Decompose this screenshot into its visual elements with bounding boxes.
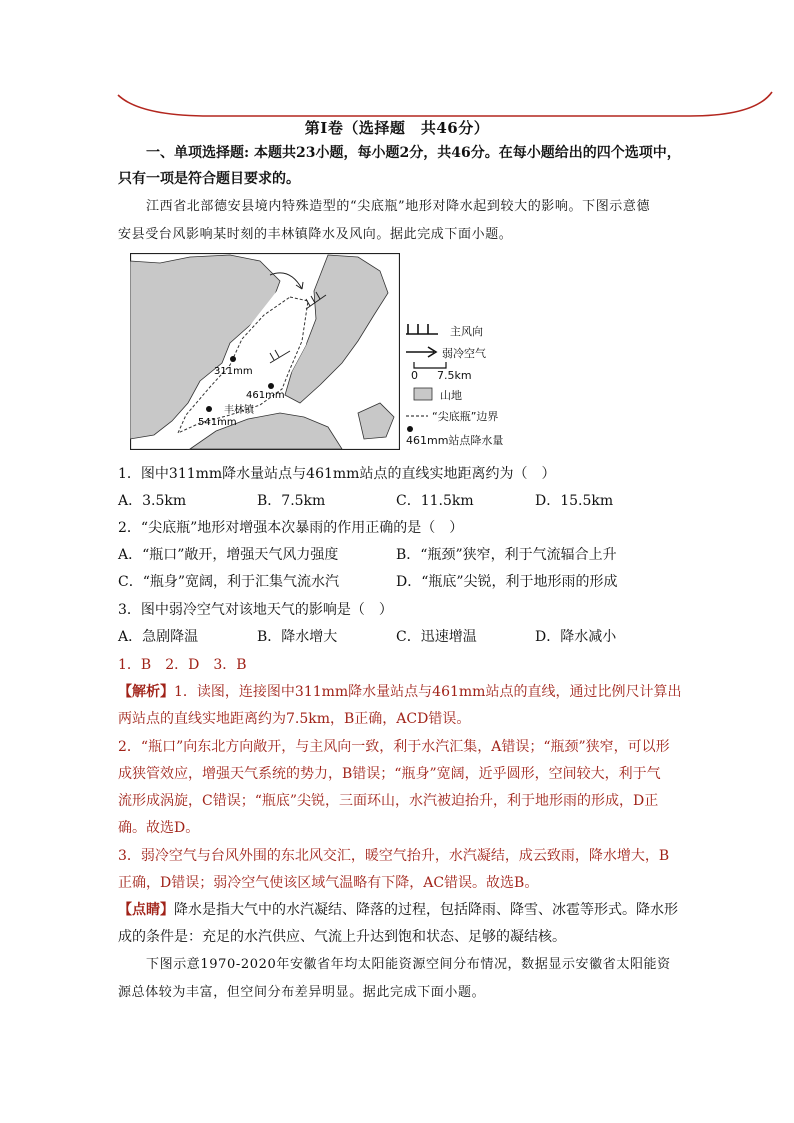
q1-option-b: B．7.5km [257,493,326,509]
station-541 [206,406,212,412]
analysis-line-1 [118,682,681,702]
cold-air-arrow-icon [406,347,436,357]
q3-option-b: B．降水增大 [257,629,338,645]
mountain-swatch-icon [414,388,432,400]
q2-option-d: D．“瓶底”尖锐，利于地形雨的形成 [396,574,618,590]
analysis-line-4: 成狭管效应，增强天气系统的势力，B错误；“瓶身”宽阔，近乎圆形，空间较大，利于气 [118,766,661,782]
question-2-stem: 2．“尖底瓶”地形对增强本次暴雨的作用正确的是（ ） [118,520,464,536]
map-legend [404,318,544,448]
station-461 [268,383,274,389]
keypoint-line-1 [118,900,678,920]
legend-boundary: “尖底瓶”边界 [432,410,499,423]
keypoint-line-2: 成的条件是：充足的水汽供应、气流上升达到饱和状态、足够的凝结核。 [118,929,566,945]
legend-scale-start: 0 [411,369,418,382]
q3-option-d: D．降水减小 [535,629,617,645]
label-town: 丰林镇 [224,405,254,416]
legend-main-wind: 主风向 [450,325,483,338]
section-title: 第Ⅰ卷（选择题 共46分） [304,119,490,137]
legend-station: 461mm站点降水量 [406,434,504,447]
analysis-line-7: 3．弱冷空气与台风外围的东北风交汇，暖空气抬升，水汽凝结，成云致雨，降水增大，B [118,848,670,864]
keypoint-tag: 【点睛】 [118,902,174,918]
analysis-line-5: 流形成涡旋，C错误；“瓶底”尖锐，三面环山，水汽被迫抬升，利于地形雨的形成，D正 [118,793,659,809]
passage1-line-1: 江西省北部德安县境内特殊造型的“尖底瓶”地形对降水起到较大的影响。下图示意德 [146,199,651,214]
answer-key: 1．B 2．D 3．B [118,657,247,673]
legend-mountain: 山地 [440,389,462,402]
q1-option-d: D．15.5km [535,493,614,509]
q3-option-a: A．急剧降温 [118,629,199,645]
passage2-line-1: 下图示意1970-2020年安徽省年均太阳能资源空间分布情况，数据显示安徽省太阳能资 [146,957,671,972]
question-1-stem: 1．图中311mm降水量站点与461mm站点的直线实地距离约为（ ） [118,466,556,482]
analysis-line-2: 两站点的直线实地距离约为7.5km，B正确，ACD错误。 [118,711,471,727]
keypoint-text-1: 降水是指大气中的水汽凝结、降落的过程，包括降雨、降雪、冰雹等形式。降水形 [174,902,678,918]
question-3-stem: 3．图中弱冷空气对该地天气的影响是（ ） [118,602,393,618]
legend-scale-end: 7.5km [437,369,472,382]
label-311: 311mm [214,366,253,377]
q2-option-b: B．“瓶颈”狭窄，利于气流辐合上升 [396,547,617,563]
analysis-line-8: 正确，D错误；弱冷空气使该区域气温略有下降，AC错误。故选B。 [118,875,539,891]
header-decoration [0,0,794,130]
analysis-line-3: 2．“瓶口”向东北方向敞开，与主风向一致，利于水汽汇集，A错误；“瓶颈”狭窄，可以形 [118,739,670,755]
analysis-text-1: 1．读图，连接图中311mm降水量站点与461mm站点的直线，通过比例尺计算出 [174,684,682,700]
scale-bar [414,362,446,368]
instruction-line-2: 只有一项是符合题目要求的。 [118,171,300,187]
q1-option-c: C．11.5km [396,493,474,509]
q3-option-c: C．迅速增温 [396,629,477,645]
passage2-line-2: 源总体较为丰富，但空间分布差异明显。据此完成下面小题。 [118,985,486,1000]
rainfall-map [130,253,400,450]
legend-cold-air: 弱冷空气 [442,347,486,360]
main-wind-symbol-icon [406,324,438,334]
label-541: 541mm [198,417,237,428]
analysis-tag: 【解析】 [118,684,174,700]
q2-option-c: C．“瓶身”宽阔，利于汇集气流水汽 [118,574,340,590]
label-461: 461mm [246,390,285,401]
analysis-line-6: 确。故选D。 [118,820,200,836]
instruction-line-1: 一、单项选择题: 本题共23小题，每小题2分，共46分。在每小题给出的四个选项中， [146,145,681,161]
q1-option-a: A．3.5km [118,493,187,509]
q2-option-a: A．“瓶口”敞开，增强天气风力强度 [118,547,339,563]
passage1-line-2: 安县受台风影响某时刻的丰林镇降水及风向。据此完成下面小题。 [118,227,513,242]
station-311 [230,356,236,362]
